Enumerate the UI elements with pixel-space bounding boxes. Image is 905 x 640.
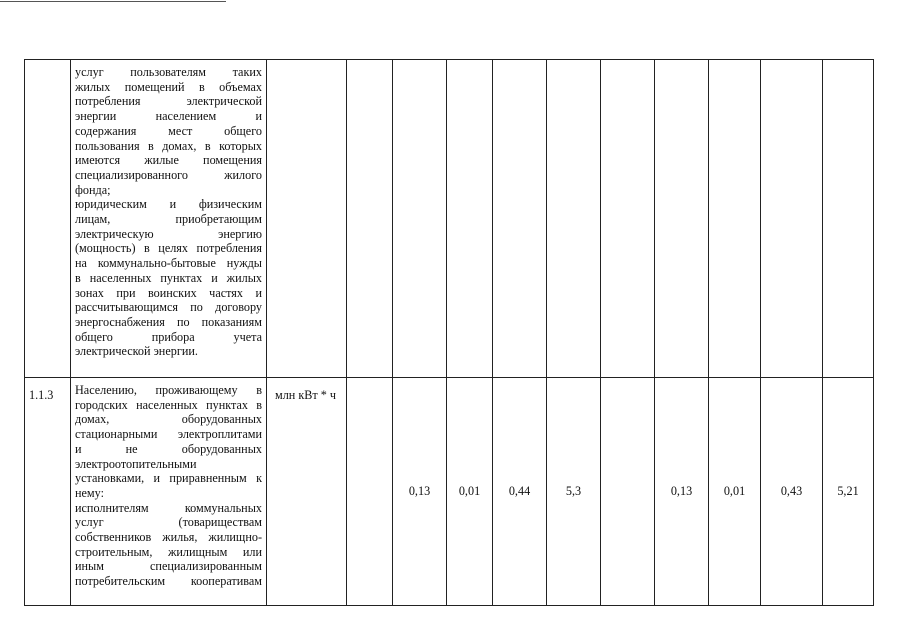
description-line: собственников жилья, жилищно- <box>75 530 262 545</box>
description-line: юридическим и физическим <box>75 197 262 212</box>
value-cell <box>493 60 547 378</box>
value-cell <box>601 378 655 606</box>
description-line: городских населенных пунктах в <box>75 397 262 412</box>
description-line: Населению, проживающему в <box>75 383 262 397</box>
value-cell: 5,21 <box>823 378 874 606</box>
row-unit: млн кВт * ч <box>267 378 347 606</box>
description-line: на коммунально-бытовые нужды <box>75 256 262 271</box>
row-number: 1.1.3 <box>25 378 71 606</box>
description-line: электроотопительными <box>75 456 197 471</box>
table-row <box>25 60 874 378</box>
description-line: энергоснабжения по показаниям <box>75 314 262 329</box>
description-line: жилых помещений в объемах <box>75 79 262 94</box>
description-line: фонда; <box>75 182 111 197</box>
row-number <box>25 60 71 378</box>
description-line: строительным, жилищным или <box>75 544 262 559</box>
description-line: (мощность) в целях потребления <box>75 241 262 256</box>
value-cell: 0,01 <box>447 378 493 606</box>
value-cell: 0,43 <box>761 378 823 606</box>
description-line: нему: <box>75 485 104 500</box>
row-description <box>71 60 267 378</box>
description-line: электрическую энергию <box>75 226 262 241</box>
description-line: иным специализированным <box>75 559 262 574</box>
value-cell <box>347 60 393 378</box>
description-line: электрической энергии. <box>75 344 198 359</box>
description-line: и не оборудованных <box>75 441 262 456</box>
value-cell <box>547 60 601 378</box>
top-rule <box>0 1 226 2</box>
description-line: стационарными электроплитами <box>75 427 262 442</box>
value-cell: 0,13 <box>655 378 709 606</box>
value-cell <box>601 60 655 378</box>
description-line: услуг (товариществам <box>75 515 262 530</box>
description-line: пользования в домах, в которых <box>75 138 262 153</box>
table-row <box>25 378 874 606</box>
description-line: домах, оборудованных <box>75 412 262 427</box>
description-line: в населенных пунктах и жилых <box>75 270 262 285</box>
row-unit <box>267 60 347 378</box>
tariff-table <box>24 59 874 606</box>
value-cell <box>393 60 447 378</box>
description-line: имеются жилые помещения <box>75 153 262 168</box>
value-cell: 0,44 <box>493 378 547 606</box>
description-line: установками, и приравненным к <box>75 471 262 486</box>
description-line: содержания мест общего <box>75 123 262 138</box>
value-cell: 5,3 <box>547 378 601 606</box>
value-cell <box>761 60 823 378</box>
value-cell <box>709 60 761 378</box>
value-cell <box>823 60 874 378</box>
value-cell <box>347 378 393 606</box>
row-description <box>71 378 267 606</box>
description-line: зонах при воинских частях и <box>75 285 262 300</box>
description-line: общего прибора учета <box>75 329 262 344</box>
description-line: рассчитывающимся по договору <box>75 300 262 315</box>
value-cell <box>447 60 493 378</box>
description-line: лицам, приобретающим <box>75 212 262 227</box>
value-cell: 0,01 <box>709 378 761 606</box>
description-line: энергии населением и <box>75 109 262 124</box>
description-line: услуг пользователям таких <box>75 65 262 79</box>
description-line: исполнителям коммунальных <box>75 500 262 515</box>
description-line: специализированного жилого <box>75 167 262 182</box>
description-line: потребительским кооперативам <box>75 574 262 589</box>
value-cell: 0,13 <box>393 378 447 606</box>
description-line: потребления электрической <box>75 94 262 109</box>
value-cell <box>655 60 709 378</box>
